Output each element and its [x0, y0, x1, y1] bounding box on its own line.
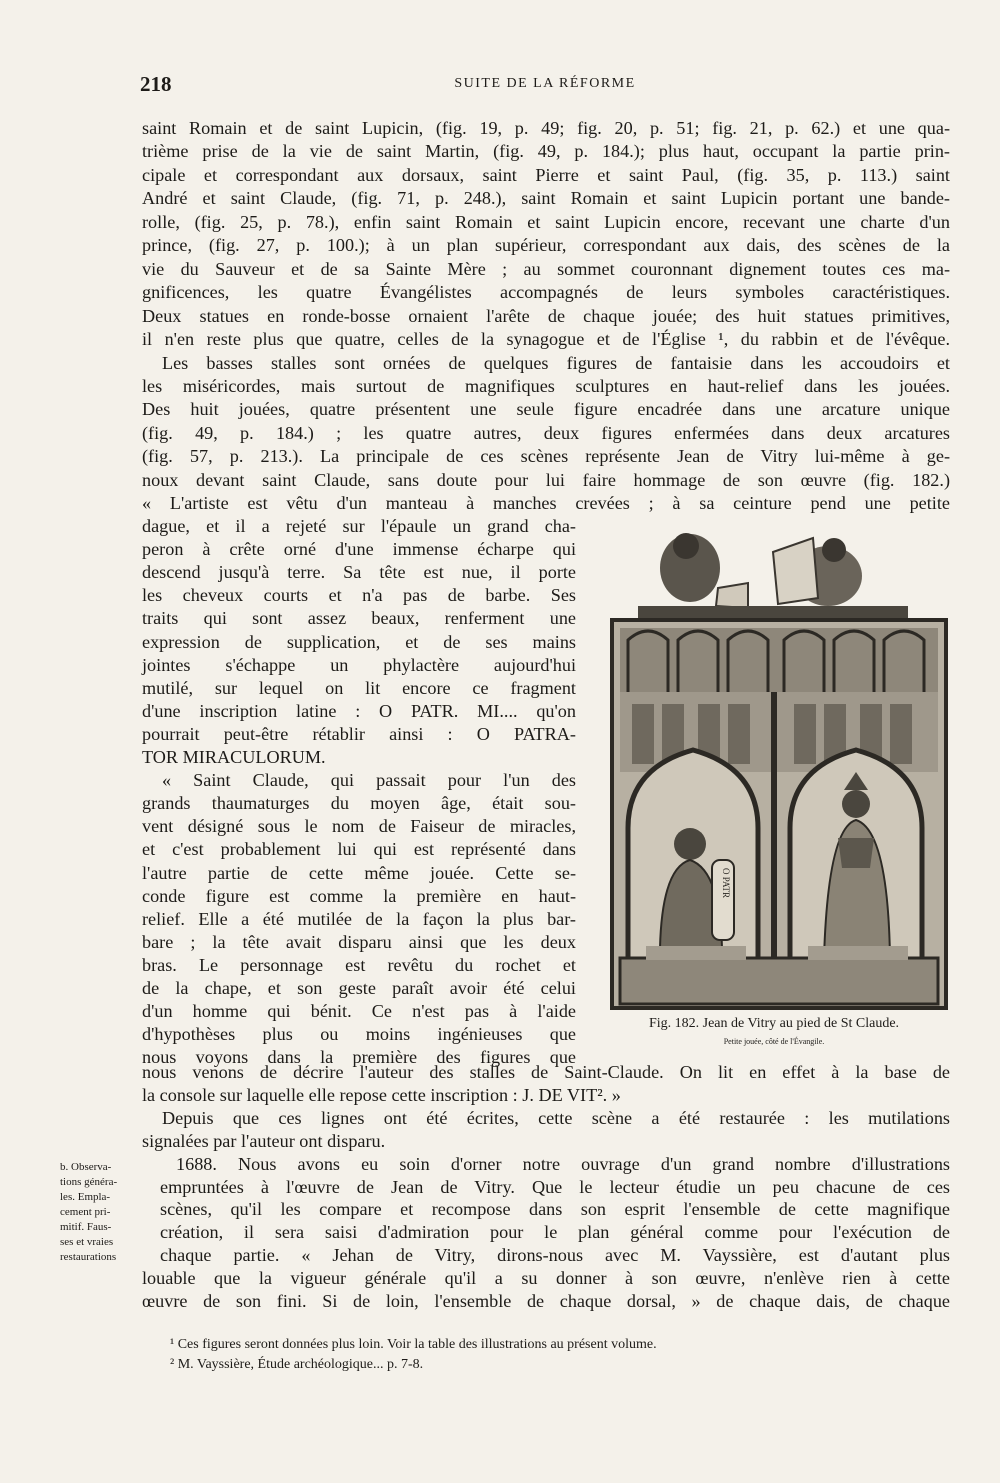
- text-line: grands thaumaturges du moyen âge, était sou-: [142, 793, 576, 814]
- text-line: et c'est probablement lui qui est représenté dans: [142, 839, 576, 860]
- text-line: les miséricordes, mais surtout de magnifiques sculptures en haut-relief dans les jouées.: [142, 375, 950, 396]
- text-line: la console sur laquelle elle repose cette inscription : J. DE VIT². »: [142, 1084, 621, 1105]
- text-line: signalées par l'auteur ont disparu.: [142, 1130, 386, 1151]
- text-line: noux devant saint Claude, sans doute pour lui faire hommage de son œuvre (fig. 182.): [142, 469, 950, 490]
- text-line: création, il sera saisi d'admiration pour le plan général comme pour l'exécution de: [160, 1222, 950, 1243]
- text-line: vent désigné sous le nom de Faiseur de miracles,: [142, 816, 576, 837]
- text-line: mutilé, sur lequel on lit encore ce fragment: [142, 677, 576, 698]
- margin-note-line: les. Empla-: [60, 1191, 111, 1203]
- margin-note-line: ses et vraies: [60, 1236, 114, 1248]
- margin-note: [60, 1160, 180, 1265]
- text-line: dague, et il a rejeté sur l'épaule un grand cha-: [142, 516, 576, 536]
- text-line: œuvre de son fini. Si de loin, l'ensemble de chaque dorsal, » de chaque dais, de chaque: [142, 1291, 950, 1311]
- text-line: « L'artiste est vêtu d'un manteau à manches crevées ; à sa ceinture pend une petite: [142, 493, 950, 514]
- figure-subcaption: Petite jouée, côté de l'Évangile.: [723, 1037, 825, 1046]
- text-line: « Saint Claude, qui passait pour l'un des: [162, 770, 576, 791]
- text-line: relief. Elle a été mutilée de la façon la plus bar-: [142, 908, 576, 929]
- text-line: conde figure est comme la première en haut-: [142, 885, 576, 906]
- text-line: scènes, qu'il les compare et recompose dans son esprit l'ensemble de cette magnifique: [160, 1199, 950, 1220]
- text-line: TOR MIRACULORUM.: [142, 747, 326, 767]
- text-line: jointes s'échappe un phylactère aujourd'hui: [142, 654, 576, 675]
- text-line: louable que la vigueur générale qu'il a su donner à son œuvre, n'enlève rien à cette: [142, 1268, 950, 1289]
- text-line: d'un homme qui bénit. Ce n'est pas à l'aide: [142, 1001, 576, 1022]
- text-line: trième prise de la vie de saint Martin, (fig. 49, p. 184.); plus haut, occupant la partie prin-: [142, 141, 950, 162]
- text-line: de la chape, et son geste paraît avoir été celui: [142, 978, 576, 998]
- text-line: saint Romain et de saint Lupicin, (fig. 19, p. 49; fig. 20, p. 51; fig. 21, p. 62.) et une qua-: [142, 118, 950, 138]
- text-line: pourrait peut-être rétablir ainsi : O PATRA-: [142, 723, 576, 744]
- text-line: cipale et correspondant aux dorsaux, saint Pierre et saint Paul, (fig. 35, p. 113.) saint: [142, 164, 950, 185]
- figure-caption: Fig. 182. Jean de Vitry au pied de St Claude.: [648, 1016, 900, 1031]
- page-number: 218: [140, 72, 172, 96]
- page-header: [140, 72, 950, 96]
- margin-note-line: mitif. Faus-: [60, 1221, 112, 1233]
- text-line: nous voyons dans la première des figures que: [142, 1047, 576, 1068]
- text-line: Des huit jouées, quatre présentent une seule figure encadrée dans une arcature unique: [142, 399, 950, 420]
- text-line: l'autre partie de cette même jouée. Cette se-: [142, 862, 576, 883]
- text-line: peron à crête orné d'une immense écharpe qui: [142, 539, 576, 560]
- margin-note-line: restaurations: [60, 1251, 117, 1263]
- text-line: nous venons de décrire l'auteur des stalles de Saint-Claude. On lit en effet à la base de: [142, 1062, 950, 1082]
- running-title: SUITE DE LA RÉFORME: [454, 76, 636, 91]
- text-line: il n'en reste plus que quatre, celles de la synagogue et de l'Église ¹, du rabbin et de l'évêque.: [142, 329, 950, 350]
- text-line: Depuis que ces lignes ont été écrites, cette scène a été restaurée : les mutilations: [162, 1107, 950, 1128]
- text-line: prince, (fig. 27, p. 100.); à un plan supérieur, correspondant aux dais, des scènes de la: [142, 235, 950, 256]
- text-line: (fig. 49, p. 184.) ; les quatre autres, deux figures enfermées dans deux arcatures: [142, 422, 950, 443]
- text-line: (fig. 57, p. 213.). La principale de ces scènes représente Jean de Vitry lui-même à ge-: [142, 446, 950, 467]
- text-line: descend jusqu'à terre. Sa tête est nue, il porte: [142, 562, 576, 583]
- scroll-inscription: O PATR: [721, 868, 731, 898]
- margin-note-line: tions généra-: [60, 1176, 118, 1188]
- text-line: d'une inscription latine : O PATR. MI.... qu'on: [142, 700, 576, 721]
- margin-note-line: b. Observa-: [60, 1161, 112, 1173]
- footnote-2: ² M. Vayssière, Étude archéologique... p. 7-8.: [170, 1357, 424, 1372]
- text-line: 1688. Nous avons eu soin d'orner notre ouvrage d'un grand nombre d'illustrations: [176, 1153, 950, 1174]
- text-line: bras. Le personnage est revêtu du rochet et: [142, 954, 576, 975]
- engraving-illustration: [598, 528, 950, 1016]
- text-line: bare ; la tête avait disparu ainsi que les deux: [142, 931, 576, 952]
- text-line: chaque partie. « Jehan de Vitry, dirons-nous avec M. Vayssière, est d'autant plus: [160, 1245, 950, 1266]
- text-line: André et saint Claude, (fig. 71, p. 248.), saint Romain et saint Lupicin portant une bande-: [142, 188, 950, 209]
- text-line: empruntées à l'œuvre de Jean de Vitry. Que le lecteur étudie un peu chacune de ces: [160, 1176, 950, 1197]
- text-line: vie du Sauveur et de sa Sainte Mère ; au sommet couronnant dignement toutes ces ma-: [142, 258, 950, 279]
- text-line: traits qui sont assez beaux, renferment une: [142, 608, 576, 629]
- text-line: Deux statues en ronde-bosse ornaient l'arête de chaque jouée; des huit statues primitives,: [142, 305, 950, 326]
- text-line: d'hypothèses plus ou moins ingénieuses que: [142, 1024, 576, 1045]
- margin-note-line: cement pri-: [60, 1206, 111, 1218]
- footnote-1: ¹ Ces figures seront données plus loin. Voir la table des illustrations au présent volume.: [170, 1337, 657, 1352]
- figure-stall-engraving: [598, 528, 950, 1016]
- text-line: expression de supplication, et de ses mains: [142, 631, 576, 652]
- text-line: les cheveux courts et n'a pas de barbe. Ses: [142, 585, 576, 606]
- text-line: rolle, (fig. 25, p. 78.), enfin saint Romain et saint Lupicin encore, recevant une charte d'un: [142, 211, 950, 232]
- text-line: Les basses stalles sont ornées de quelques figures de fantaisie dans les accoudoirs et: [162, 352, 950, 373]
- text-line: gnificences, les quatre Évangélistes accompagnés de leurs symboles caractéristiques.: [142, 282, 950, 303]
